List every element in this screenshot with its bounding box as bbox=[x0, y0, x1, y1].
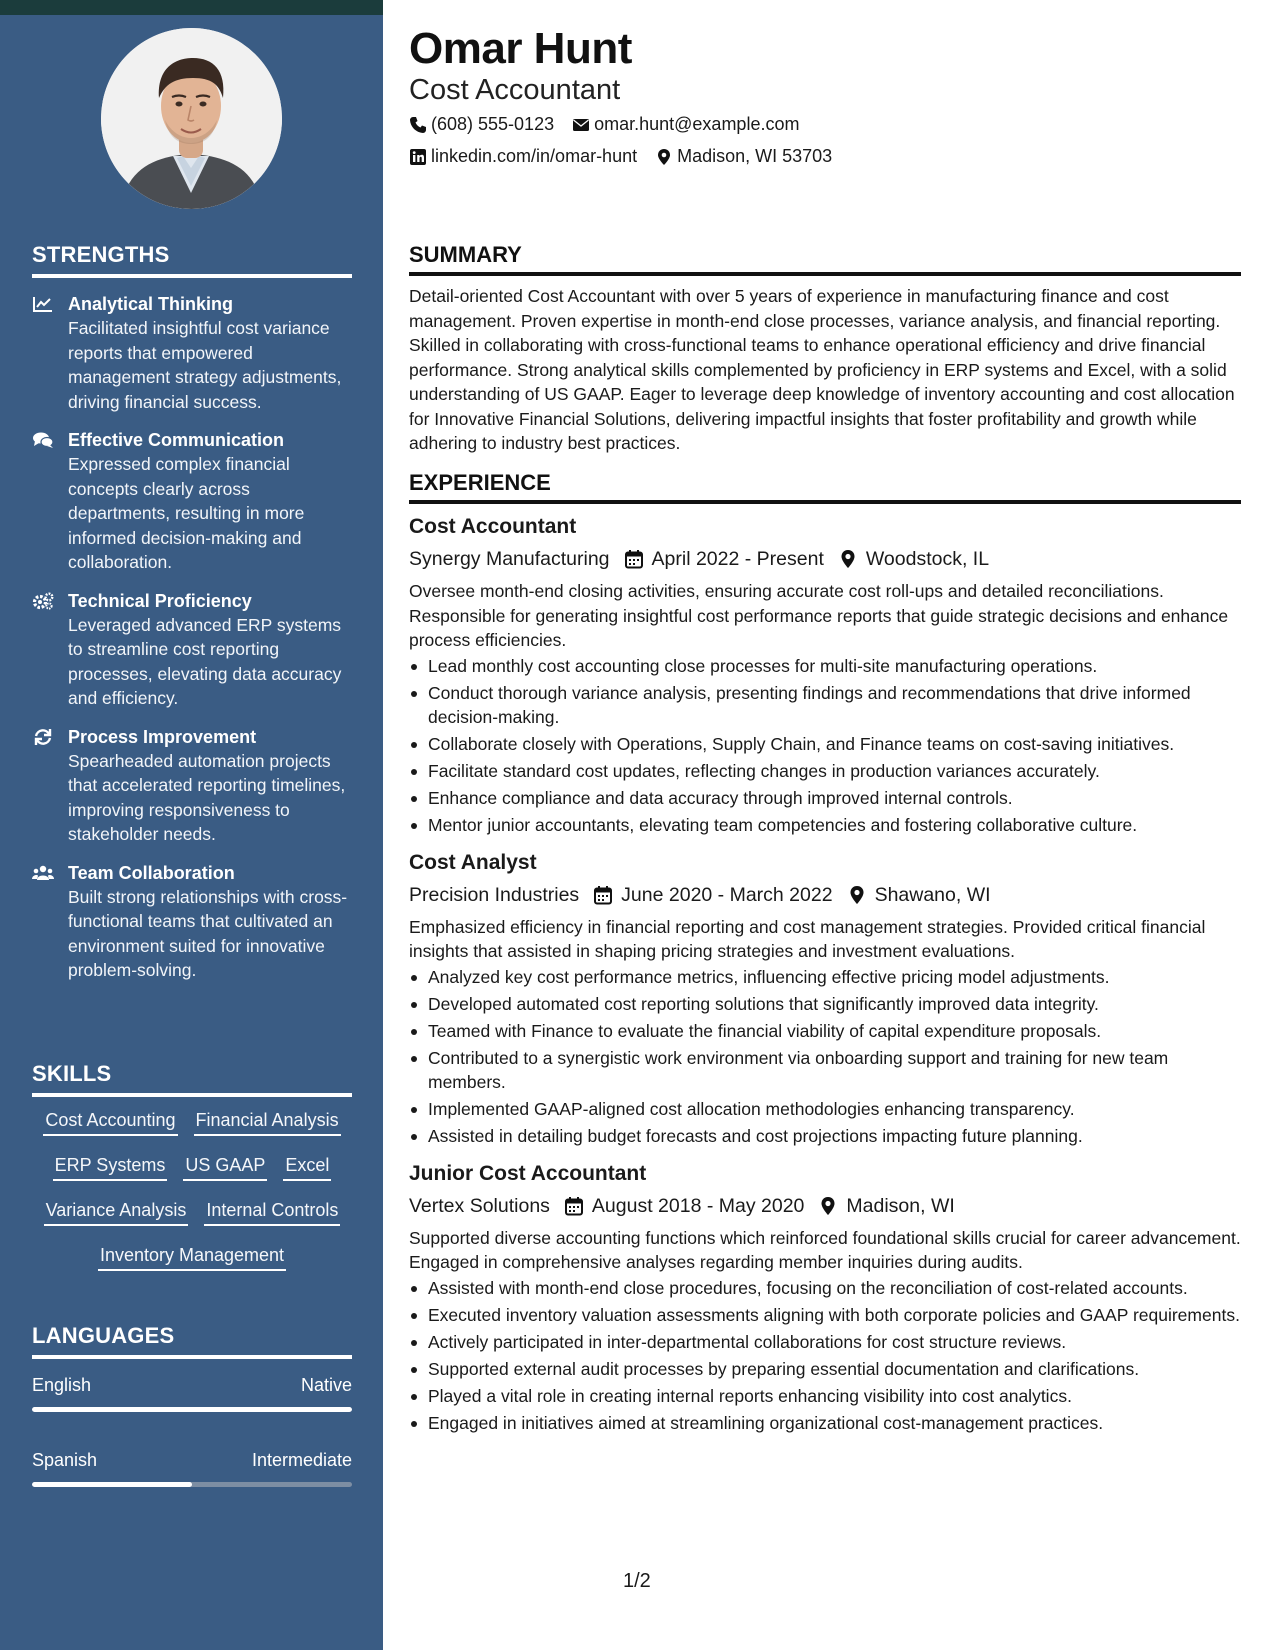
job-bullet: Collaborate closely with Operations, Supply Chain, and Finance teams on cost-saving initiatives. bbox=[409, 732, 1241, 757]
job-entry bbox=[409, 512, 1241, 838]
job-dates bbox=[624, 544, 824, 574]
job-bullet: Lead monthly cost accounting close processes for multi-site manufacturing operations. bbox=[409, 654, 1241, 679]
job-bullet: Assisted in detailing budget forecasts and cost projections impacting future planning. bbox=[409, 1124, 1241, 1149]
language-item bbox=[32, 1373, 352, 1412]
job-entry bbox=[409, 1159, 1241, 1436]
phone-text: (608) 555-0123 bbox=[431, 114, 555, 134]
map-marker-icon bbox=[818, 1196, 838, 1216]
skill-tag: Excel bbox=[283, 1150, 331, 1181]
map-marker-icon bbox=[847, 885, 867, 905]
job-role: Cost Analyst bbox=[409, 850, 537, 874]
job-location-text: Madison, WI bbox=[846, 1194, 955, 1217]
job-bullet: Engaged in initiatives aimed at streamlining organizational cost-management practices. bbox=[409, 1411, 1241, 1436]
contact-row bbox=[409, 146, 850, 167]
language-level: Intermediate bbox=[251, 1450, 352, 1470]
job-bullets bbox=[409, 1276, 1241, 1436]
job-location-text: Woodstock, IL bbox=[865, 548, 990, 570]
job-bullet: Mentor junior accountants, elevating team competencies and fostering collaborative culture. bbox=[409, 813, 1241, 838]
job-bullet: Facilitate standard cost updates, reflecting changes in production variances accurately. bbox=[409, 759, 1241, 784]
job-bullet: Actively participated in inter-departmental collaborations for cost structure reviews. bbox=[409, 1330, 1241, 1355]
map-marker-icon bbox=[655, 148, 673, 166]
language-item bbox=[32, 1448, 352, 1487]
users-icon bbox=[32, 861, 68, 983]
job-bullet: Executed inventory valuation assessments aligning with both corporate policies and GAAP requirements. bbox=[409, 1303, 1241, 1328]
job-description: Emphasized efficiency in financial reporting and cost management strategies. Provided critical financial insights that assisted in shaping pricing strategies and investment evaluations. bbox=[409, 916, 1206, 961]
strengths-heading: STRENGTHS bbox=[32, 242, 352, 278]
language-proficiency-bar bbox=[32, 1407, 352, 1412]
page-number: 1/2 bbox=[623, 1570, 651, 1592]
strength-item bbox=[32, 861, 352, 983]
job-company: Vertex Solutions bbox=[409, 1194, 550, 1217]
language-name: English bbox=[32, 1375, 92, 1395]
skill-tag: US GAAP bbox=[183, 1150, 267, 1181]
strength-description: Built strong relationships with cross-functional teams that cultivated an environment suited for innovative problem-solving. bbox=[68, 886, 348, 980]
job-meta bbox=[409, 880, 1241, 910]
job-meta bbox=[409, 1191, 1241, 1221]
line-chart-icon bbox=[32, 292, 68, 414]
language-proficiency-bar bbox=[32, 1482, 352, 1487]
sidebar bbox=[0, 0, 383, 1650]
experience-section bbox=[409, 470, 1241, 1438]
skill-tag: Financial Analysis bbox=[194, 1105, 341, 1136]
calendar-icon bbox=[564, 1196, 584, 1216]
strengths-section bbox=[32, 242, 352, 983]
location-contact bbox=[655, 146, 832, 167]
skill-tag: Cost Accounting bbox=[43, 1105, 177, 1136]
profile-photo-illustration bbox=[101, 28, 282, 209]
strength-item bbox=[32, 292, 352, 414]
job-location bbox=[818, 1191, 954, 1221]
email-contact[interactable] bbox=[572, 114, 799, 135]
languages-section bbox=[32, 1323, 352, 1487]
calendar-icon bbox=[593, 885, 613, 905]
job-company: Precision Industries bbox=[409, 883, 580, 906]
email-text: omar.hunt@example.com bbox=[594, 114, 800, 134]
job-location-text: Shawano, WI bbox=[874, 883, 991, 906]
candidate-title: Cost Accountant bbox=[409, 74, 621, 106]
job-bullet: Enhance compliance and data accuracy through improved internal controls. bbox=[409, 786, 1241, 811]
comments-icon bbox=[32, 428, 68, 575]
strength-item bbox=[32, 725, 352, 847]
strength-title: Technical Proficiency bbox=[68, 590, 252, 611]
job-location bbox=[847, 880, 991, 910]
location-text: Madison, WI 53703 bbox=[677, 146, 833, 166]
envelope-icon bbox=[572, 116, 590, 134]
gears-icon bbox=[32, 589, 68, 711]
job-bullet: Developed automated cost reporting solutions that significantly improved data integrity. bbox=[409, 992, 1241, 1017]
job-bullet: Assisted with month-end close procedures, focusing on the reconciliation of cost-related accounts. bbox=[409, 1276, 1241, 1301]
job-bullet: Contributed to a synergistic work environment via onboarding support and training for new team members. bbox=[409, 1046, 1241, 1095]
language-name: Spanish bbox=[32, 1450, 98, 1470]
job-dates-text: August 2018 - May 2020 bbox=[591, 1194, 805, 1217]
job-bullets bbox=[409, 654, 1241, 838]
job-entry bbox=[409, 848, 1241, 1149]
job-dates bbox=[593, 880, 832, 910]
map-marker-icon bbox=[838, 549, 858, 569]
refresh-icon bbox=[32, 725, 68, 847]
skill-tag: Variance Analysis bbox=[44, 1195, 189, 1226]
language-proficiency-fill bbox=[32, 1482, 192, 1487]
strength-item bbox=[32, 589, 352, 711]
candidate-name: Omar Hunt bbox=[409, 24, 632, 73]
skills-section bbox=[32, 1061, 352, 1271]
strength-description: Leveraged advanced ERP systems to streamline cost reporting processes, elevating data accuracy and efficiency. bbox=[68, 614, 342, 708]
job-dates-text: June 2020 - March 2022 bbox=[621, 883, 833, 906]
linkedin-icon bbox=[409, 148, 427, 166]
strength-title: Team Collaboration bbox=[68, 862, 235, 883]
strength-description: Spearheaded automation projects that accelerated reporting timelines, improving responsiveness to stakeholder needs. bbox=[68, 750, 346, 844]
language-proficiency-fill bbox=[32, 1407, 352, 1412]
job-meta bbox=[409, 544, 1241, 574]
phone-contact[interactable] bbox=[409, 114, 554, 135]
job-bullets bbox=[409, 965, 1241, 1149]
job-bullet: Analyzed key cost performance metrics, influencing effective pricing model adjustments. bbox=[409, 965, 1241, 990]
strength-title: Effective Communication bbox=[68, 430, 285, 450]
strength-description: Facilitated insightful cost variance reports that empowered management strategy adjustments, driving financial success. bbox=[68, 318, 342, 412]
job-company: Synergy Manufacturing bbox=[409, 548, 610, 570]
linkedin-contact[interactable] bbox=[409, 146, 637, 167]
linkedin-text: linkedin.com/in/omar-hunt bbox=[431, 146, 638, 166]
skill-tag: Internal Controls bbox=[204, 1195, 340, 1226]
job-bullet: Implemented GAAP-aligned cost allocation methodologies enhancing transparency. bbox=[409, 1097, 1241, 1122]
job-bullet: Played a vital role in creating internal reports enhancing visibility into cost analytics. bbox=[409, 1384, 1241, 1409]
profile-photo bbox=[101, 28, 282, 209]
calendar-icon bbox=[624, 549, 644, 569]
job-bullet: Teamed with Finance to evaluate the financial viability of capital expenditure proposals. bbox=[409, 1019, 1241, 1044]
skill-tag: ERP Systems bbox=[53, 1150, 168, 1181]
job-description: Oversee month-end closing activities, ensuring accurate cost roll-ups and detailed reconciliations. Responsible for generating insightful cost performance reports that guide strategic decisions and enhance process efficiencies. bbox=[409, 581, 1229, 650]
language-level: Native bbox=[300, 1375, 352, 1395]
sidebar-top-accent bbox=[0, 0, 383, 15]
job-role: Cost Accountant bbox=[409, 515, 577, 538]
strength-title: Analytical Thinking bbox=[68, 294, 234, 314]
job-role: Junior Cost Accountant bbox=[409, 1161, 647, 1185]
summary-section bbox=[409, 242, 1241, 456]
experience-heading: EXPERIENCE bbox=[409, 470, 1241, 504]
strength-title: Process Improvement bbox=[68, 726, 257, 747]
strength-item bbox=[32, 428, 352, 575]
skills-heading: SKILLS bbox=[32, 1061, 352, 1097]
skills-list bbox=[32, 1105, 352, 1271]
job-dates-text: April 2022 - Present bbox=[651, 548, 824, 570]
summary-text: Detail-oriented Cost Accountant with over 5 years of experience in manufacturing finance and cost management. Proven expertise in month-end close processes, variance analysis, and financial reporting. Skilled in collaborating with cross-functional teams to enhance operational efficiency and drive financial performance. Strong analytical skills complemented by proficiency in ERP systems and Excel, with a solid understanding of US GAAP. Eager to leverage deep knowledge of inventory accounting and cost allocation for Innovative Financial Solutions, delivering impactful insights that foster profitability and growth while adhering to industry best practices. bbox=[409, 286, 1235, 453]
job-description: Supported diverse accounting functions which reinforced foundational skills crucial for career advancement. Engaged in comprehensive analyses regarding member inquiries during audits. bbox=[409, 1227, 1241, 1272]
job-location bbox=[838, 544, 989, 574]
summary-heading: SUMMARY bbox=[409, 242, 1241, 276]
skill-tag: Inventory Management bbox=[98, 1240, 286, 1271]
job-bullet: Supported external audit processes by preparing essential documentation and clarifications. bbox=[409, 1357, 1241, 1382]
contact-row bbox=[409, 114, 817, 135]
phone-icon bbox=[409, 116, 427, 134]
job-bullet: Conduct thorough variance analysis, presenting findings and recommendations that drive informed decision-making. bbox=[409, 681, 1241, 730]
job-dates bbox=[564, 1191, 804, 1221]
languages-heading: LANGUAGES bbox=[32, 1323, 352, 1359]
strength-description: Expressed complex financial concepts clearly across departments, resulting in more informed decision-making and collaboration. bbox=[68, 454, 305, 572]
